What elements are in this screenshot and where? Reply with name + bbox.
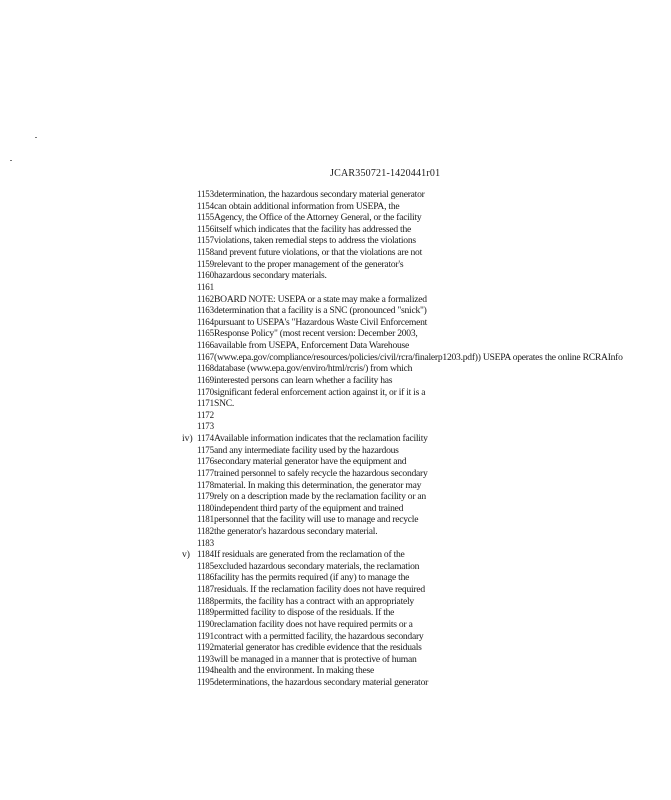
- line-number: 1158: [197, 247, 214, 258]
- line-text: permitted facility to dispose of the residuals. If the: [214, 607, 395, 619]
- line-number: 1155: [197, 212, 214, 223]
- line-number: 1156: [197, 223, 214, 234]
- line-text: material generator has credible evidence that the residuals: [214, 642, 422, 654]
- line-text: contract with a permitted facility, the hazardous secondary: [214, 630, 424, 642]
- line-number: 1159: [197, 258, 214, 269]
- line-text: can obtain additional information from USEPA, the: [214, 200, 400, 212]
- line-number: 1165: [197, 328, 214, 339]
- line-number: 1175: [197, 444, 214, 455]
- subsection-marker: v): [182, 549, 190, 561]
- line-text: Response Policy" (most recent version: December 2003,: [214, 328, 418, 340]
- line-text: secondary material generator have the equipment and: [214, 456, 407, 468]
- scan-speck: [35, 137, 37, 138]
- line-text: reclamation facility does not have required permits or a: [214, 618, 413, 630]
- line-text: violations, taken remedial steps to address the violations: [214, 235, 416, 247]
- line-text: hazardous secondary materials.: [214, 270, 327, 282]
- line-text: trained personnel to safely recycle the hazardous secondary: [214, 467, 428, 479]
- line-number: 1171: [197, 398, 214, 409]
- line-number: 1161: [197, 281, 214, 292]
- line-number: 1180: [197, 502, 214, 513]
- line-text: excluded hazardous secondary materials, the reclamation: [214, 560, 420, 572]
- line-text: If residuals are generated from the reclamation of the: [214, 549, 405, 561]
- line-text: database (www.epa.gov/enviro/html/rcris/) from which: [214, 363, 413, 375]
- line-number: 1166: [197, 340, 214, 351]
- line-number: 1160: [197, 270, 214, 281]
- line-text: Agency, the Office of the Attorney General, or the facility: [214, 212, 422, 224]
- line-number: 1193: [197, 653, 214, 664]
- line-text: pursuant to USEPA's "Hazardous Waste Civil Enforcement: [214, 316, 428, 328]
- line-number: 1183: [197, 537, 214, 548]
- line-number: 1187: [197, 584, 214, 595]
- line-text: rely on a description made by the reclamation facility or an: [214, 491, 426, 503]
- line-number: 1181: [197, 514, 214, 525]
- line-text: independent third party of the equipment and trained: [214, 502, 404, 514]
- document-header-id: JCAR350721-1420441r01: [330, 168, 441, 179]
- line-text: determination that a facility is a SNC (pronounced "snick"): [214, 305, 427, 317]
- line-number: 1185: [197, 560, 214, 571]
- line-text: itself which indicates that the facility has addressed the: [214, 223, 412, 235]
- line-number: 1186: [197, 572, 214, 583]
- line-number: 1182: [197, 525, 214, 536]
- line-text: SNC.: [214, 398, 235, 410]
- line-number: 1174: [197, 433, 214, 444]
- line-text: relevant to the proper management of the generator's: [214, 258, 404, 270]
- line-number: 1163: [197, 305, 214, 316]
- line-text: will be managed in a manner that is protective of human: [214, 653, 417, 665]
- line-number: 1177: [197, 467, 214, 478]
- line-number: 1194: [197, 665, 214, 676]
- line-number: 1190: [197, 618, 214, 629]
- line-number: 1195: [197, 677, 214, 688]
- line-number: 1188: [197, 595, 214, 606]
- line-number: 1167: [197, 351, 214, 362]
- line-text: the generator's hazardous secondary material.: [214, 525, 378, 537]
- line-text: permits, the facility has a contract with an appropriately: [214, 595, 414, 607]
- line-number: 1179: [197, 491, 214, 502]
- line-number: 1154: [197, 200, 214, 211]
- line-text: available from USEPA, Enforcement Data Warehouse: [214, 340, 410, 352]
- line-text: determination, the hazardous secondary material generator: [214, 189, 425, 200]
- line-number: 1184: [197, 549, 214, 560]
- line-text: and prevent future violations, or that the violations are not: [214, 247, 423, 259]
- line-number: 1189: [197, 607, 214, 618]
- line-number: 1164: [197, 316, 214, 327]
- line-number: 1173: [197, 421, 214, 432]
- line-number: 1172: [197, 409, 214, 420]
- line-text: Available information indicates that the reclamation facility: [214, 433, 428, 445]
- line-number: 1191: [197, 630, 214, 641]
- line-number: 1162: [197, 293, 214, 304]
- line-text: material. In making this determination, the generator may: [214, 479, 422, 491]
- line-number: 1192: [197, 642, 214, 653]
- line-number: 1153: [197, 189, 214, 199]
- line-text: determinations, the hazardous secondary material generator: [214, 677, 429, 689]
- line-text: (www.epa.gov/compliance/resources/policies/civil/rcra/finalerp1203.pdf)) USEPA operates the online RCRAInfo: [214, 351, 623, 363]
- line-text: residuals. If the reclamation facility does not have required: [214, 584, 425, 596]
- scan-speck: [10, 160, 12, 161]
- line-text: significant federal enforcement action against it, or if it is a: [214, 386, 426, 398]
- subsection-marker: iv): [182, 433, 193, 445]
- line-number: 1169: [197, 374, 214, 385]
- line-text: BOARD NOTE: USEPA or a state may make a formalized: [214, 293, 427, 305]
- line-text: health and the environment. In making these: [214, 665, 375, 677]
- line-number: 1168: [197, 363, 214, 374]
- line-text: interested persons can learn whether a facility has: [214, 374, 393, 386]
- line-number: 1176: [197, 456, 214, 467]
- line-text: facility has the permits required (if any) to manage the: [214, 572, 410, 584]
- line-text: personnel that the facility will use to manage and recycle: [214, 514, 419, 526]
- line-number: 1157: [197, 235, 214, 246]
- line-number: 1170: [197, 386, 214, 397]
- line-text: and any intermediate facility used by the hazardous: [214, 444, 399, 456]
- line-number: 1178: [197, 479, 214, 490]
